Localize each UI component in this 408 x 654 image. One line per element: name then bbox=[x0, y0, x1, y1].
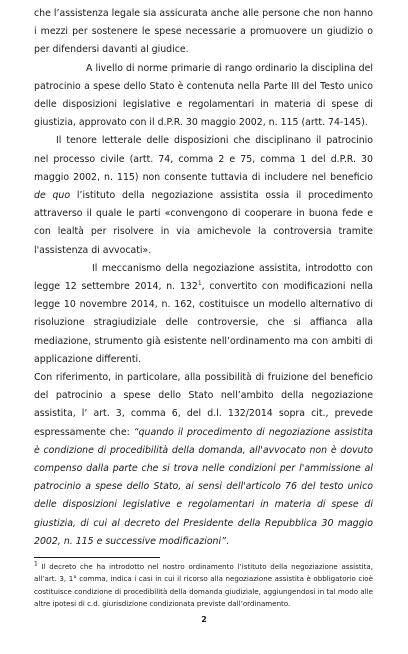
paragraph-1 bbox=[34, 5, 373, 60]
paragraph-1-text: che l’assistenza legale sia assicurata anche alle persone che non hanno i mezzi per sostenere le spese necessarie a promuovere un giudizio o per difendersi davanti al giudice. bbox=[34, 8, 373, 56]
paragraph-5 bbox=[34, 369, 373, 551]
footnote-separator bbox=[34, 557, 160, 558]
paragraph-3-text-a: Il tenore letterale delle disposizioni che disciplinano il patrocinio nel processo civile (artt. 74, comma 2 e 75, comma 1 del d.P.R. 30 maggio 2002, n. 115) non consente tuttavia di includere nel beneficio bbox=[34, 135, 373, 183]
paragraph-4 bbox=[34, 260, 373, 369]
paragraph-4-text-b: , convertito con modificazioni nella legge 10 novembre 2014, n. 162, costituisce un modello alternativo di risoluzione stragiudiziale delle controversie, che si affianca alla mediazione, strumento già esistente nell’ordinamento ma con ambiti di applicazione differenti. bbox=[34, 281, 373, 365]
paragraph-3-text-b: l’istituto della negoziazione assistita ossia il procedimento attraverso il quale le parti «convengono di cooperare in buona fede e con lealtà per risolvere in via amichevole la controversia tramite l'assistenza di avvocati». bbox=[34, 190, 374, 256]
paragraph-5-quotation: “quando il procedimento di negoziazione assistita è condizione di procedibilità della domanda, all'avvocato non è dovuto compenso dalla parte che si trova nelle condizioni per l'ammissione al patrocinio a spese dello Stato, ai sensi dell'articolo 76 del testo unico delle disposizioni legislative e regolamentari in materia di spese di giustizia, di cui al decreto del Presidente della Repubblica 30 maggio 2002, n. 115 e successive modificazioni” bbox=[34, 426, 373, 547]
paragraph-3-latin-phrase: de quo bbox=[34, 190, 71, 202]
body-text bbox=[34, 5, 373, 551]
paragraph-5-text-a: Con riferimento, in particolare, alla possibilità di fruizione del beneficio del patrocinio a spese dello Stato nell’ambito della negoziazione assistita, l’ art. 3, comma 6, del d.l. 132/2014 sopra cit., prevede espressamente che: bbox=[34, 372, 373, 438]
paragraph-4-text-a: Il meccanismo della negoziazione assistita, introdotto con legge 12 settembre 2014, n. 132 bbox=[34, 262, 373, 293]
paragraph-5-text-b: . bbox=[225, 535, 229, 547]
footnote-1 bbox=[34, 561, 373, 610]
page-number: 2 bbox=[201, 615, 207, 624]
paragraph-2-text: A livello di norme primarie di rango ordinario la disciplina del patrocinio a spese dello Stato è contenuta nella Parte III del Testo unico delle disposizioni legislative e regolamentari in materia di spese di giustizia, approvato con il d.P.R. 30 maggio 2002, n. 115 (artt. 74-145). bbox=[34, 62, 373, 129]
footnote-text: Il decreto che ha introdotto nel nostro ordinamento l’istituto della negoziazione assistita, all’art. 3, 1° comma, indica i casi in cui il ricorso alla negoziazione assistita è obbligatorio cioè costituisce condizione di procedibilità della domanda giudiziale, aggiungendosi in tal modo alle altre ipotesi di c.d. giurisdizione condizionata previste dall’ordinamento. bbox=[34, 562, 373, 608]
footnote-marker: 1 bbox=[34, 560, 38, 568]
paragraph-3 bbox=[34, 132, 373, 259]
footnote bbox=[34, 561, 373, 610]
footnote-reference[interactable]: 1 bbox=[197, 279, 202, 287]
paragraph-2 bbox=[34, 60, 373, 133]
